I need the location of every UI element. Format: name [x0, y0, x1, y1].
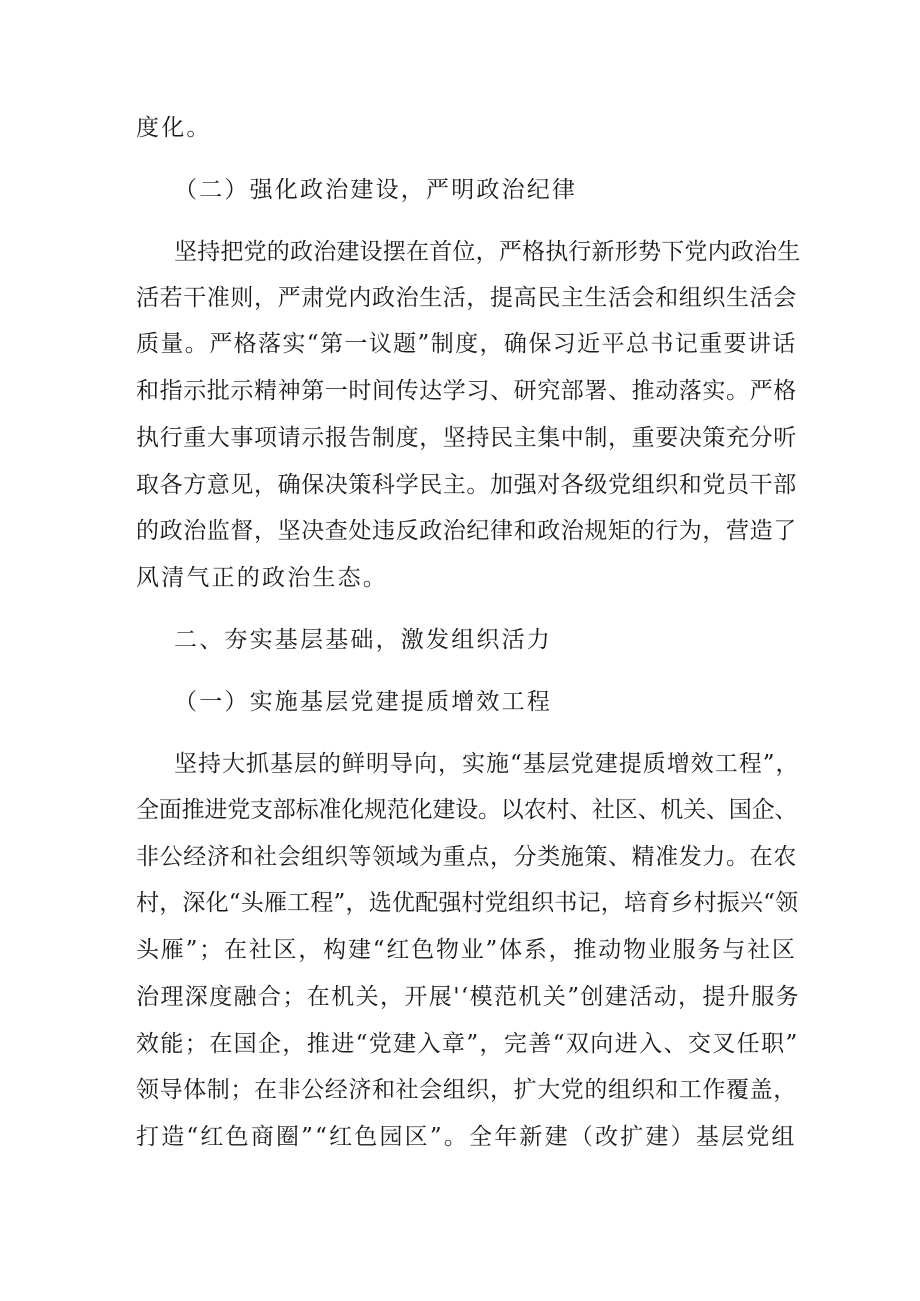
paragraph-line: 非公经济和社会组织等领域为重点，分类施策、精准发力。在农 [136, 844, 797, 870]
paragraph-line: 全面推进党支部标准化规范化建设。以农村、社区、机关、国企、 [136, 797, 798, 823]
paragraph-line: 头雁”；在社区，构建“红色物业”体系，推动物业服务与社区 [136, 937, 797, 963]
section-heading: （二）强化政治建设，严明政治纪律 [174, 177, 578, 203]
paragraph-line: 度化。 [136, 115, 212, 141]
paragraph-line: 风清气正的政治生态。 [136, 565, 388, 591]
paragraph-line: 打造“红色商圈”“红色园区”。全年新建（改扩建）基层党组 [136, 1124, 797, 1150]
paragraph-line: 效能；在国企，推进“党建入章”，完善“双向进入、交叉任职” [136, 1031, 799, 1057]
chapter-heading: 二、夯实基层基础，激发组织活力 [174, 627, 552, 653]
paragraph-line: 领导体制；在非公经济和社会组织，扩大党的组织和工作覆盖， [136, 1077, 797, 1103]
paragraph-line: 村，深化“头雁工程”，选优配强村党组织书记，培育乡村振兴“领 [136, 890, 799, 916]
paragraph-line: 和指示批示精神第一时间传达学习、研究部署、推动落实。严格 [136, 378, 797, 404]
paragraph-line: 质量。严格落实“第一议题”制度，确保习近平总书记重要讲话 [136, 331, 797, 357]
paragraph-line: 坚持大抓基层的鲜明导向，实施“基层党建提质增效工程”， [174, 751, 800, 777]
paragraph-line: 执行重大事项请示报告制度，坚持民主集中制，重要决策充分听 [136, 425, 797, 451]
paragraph-line: 活若干准则，严肃党内政治生活，提高民主生活会和组织生活会 [136, 285, 797, 311]
paragraph-line: 坚持把党的政治建设摆在首位，严格执行新形势下党内政治生 [174, 239, 801, 265]
paragraph-line: 取各方意见，确保决策科学民主。加强对各级党组织和党员干部 [136, 472, 797, 498]
section-heading: （一）实施基层党建提质增效工程 [174, 689, 552, 715]
paragraph-line: 治理深度融合；在机关，开展'‘模范机关”创建活动，提升服务 [136, 984, 800, 1010]
paragraph-line: 的政治监督，坚决查处违反政治纪律和政治规矩的行为，营造了 [136, 518, 797, 544]
